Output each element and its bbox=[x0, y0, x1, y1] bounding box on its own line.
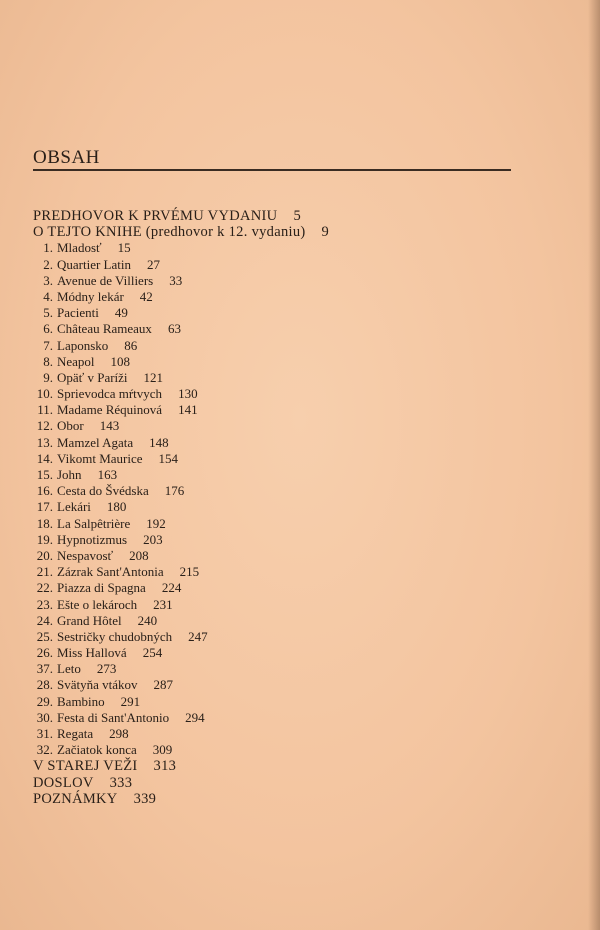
toc-number: 18. bbox=[36, 515, 53, 531]
toc-number: 9. bbox=[43, 369, 53, 385]
toc-page: 121 bbox=[143, 369, 164, 385]
toc-page: 273 bbox=[96, 661, 117, 677]
title-rule bbox=[33, 169, 511, 171]
toc-label: Laponsko bbox=[57, 337, 109, 353]
toc-label: Pacienti bbox=[57, 305, 99, 321]
toc-page: 309 bbox=[152, 742, 173, 758]
toc-page: 215 bbox=[179, 564, 200, 580]
toc-label: DOSLOV bbox=[33, 774, 94, 791]
toc-entry-chapter bbox=[33, 629, 553, 645]
toc-label: Bambino bbox=[57, 693, 105, 709]
toc-number: 7. bbox=[43, 337, 53, 353]
toc-number: 15. bbox=[36, 467, 53, 482]
toc-label: Quartier Latin bbox=[57, 256, 131, 272]
toc-page: 42 bbox=[139, 288, 153, 304]
toc-label: Miss Hallová bbox=[57, 645, 127, 661]
toc-number: 31. bbox=[36, 726, 53, 741]
toc-number: 20. bbox=[36, 547, 53, 563]
toc-number: 5. bbox=[43, 305, 53, 321]
toc-number: 17. bbox=[36, 499, 53, 515]
toc-label: Leto bbox=[57, 661, 81, 677]
toc-label: Začiatok konca bbox=[57, 742, 137, 758]
toc-label: Svätyňa vtákov bbox=[57, 677, 138, 693]
toc-entry-chapter bbox=[33, 240, 553, 256]
toc-label: Módny lekár bbox=[57, 288, 124, 304]
toc-label: Mladosť bbox=[57, 240, 102, 256]
toc-entry-front-1 bbox=[33, 208, 553, 224]
toc-label: Opäť v Paríži bbox=[57, 369, 128, 385]
toc-page: 86 bbox=[124, 337, 138, 353]
toc-label: POZNÁMKY bbox=[33, 790, 118, 807]
toc-number: 26. bbox=[36, 645, 53, 661]
toc-entry-chapter bbox=[33, 613, 553, 629]
toc-entry-chapter bbox=[33, 532, 553, 548]
toc-page: 27 bbox=[147, 256, 160, 272]
toc-label: Château Rameaux bbox=[57, 321, 152, 337]
toc-number: 19. bbox=[36, 531, 53, 547]
toc-number: 4. bbox=[43, 288, 53, 304]
toc-page: 176 bbox=[164, 483, 185, 499]
toc-entry-chapter bbox=[33, 402, 553, 418]
toc-page: 313 bbox=[153, 758, 177, 775]
toc-page: 192 bbox=[146, 515, 166, 531]
toc-entry-back-1 bbox=[33, 758, 553, 774]
toc-number: 13. bbox=[36, 434, 53, 450]
toc-page: 141 bbox=[178, 402, 198, 418]
toc-number: 3. bbox=[43, 272, 53, 288]
toc-page: 291 bbox=[120, 693, 141, 709]
toc-page: 108 bbox=[110, 353, 131, 369]
toc-label: Neapol bbox=[57, 353, 95, 369]
page-edge-shadow bbox=[588, 0, 600, 930]
toc-entry-chapter bbox=[33, 564, 553, 580]
toc-label: Nespavosť bbox=[57, 547, 114, 563]
page-title: OBSAH bbox=[33, 147, 100, 168]
toc-entry-back-2 bbox=[33, 775, 553, 791]
toc-label: Avenue de Villiers bbox=[57, 272, 154, 288]
toc-entry-chapter bbox=[33, 548, 553, 564]
toc-entry-chapter bbox=[33, 354, 553, 370]
toc-number: 23. bbox=[36, 596, 53, 612]
toc-label: Hypnotizmus bbox=[57, 531, 128, 547]
toc-page: 5 bbox=[293, 208, 301, 224]
toc-entry-chapter bbox=[33, 726, 553, 742]
toc-page: 247 bbox=[188, 628, 208, 644]
toc-number: 32. bbox=[36, 742, 53, 758]
toc-label: Lekári bbox=[57, 499, 91, 515]
toc-number: 16. bbox=[36, 483, 53, 499]
toc-entry-chapter bbox=[33, 516, 553, 532]
toc-entry-chapter bbox=[33, 435, 553, 451]
toc-entry-chapter bbox=[33, 289, 553, 305]
toc-page: 33 bbox=[169, 272, 183, 288]
toc-page: 240 bbox=[137, 612, 158, 628]
toc-label: Sestričky chudobných bbox=[57, 628, 173, 644]
toc-label: Festa di Sant'Antonio bbox=[57, 709, 170, 725]
toc-entry-chapter bbox=[33, 645, 553, 661]
toc-entry-chapter bbox=[33, 483, 553, 499]
toc-label: Cesta do Švédska bbox=[57, 483, 149, 499]
toc-entry-back-3 bbox=[33, 791, 553, 807]
toc-number: 25. bbox=[36, 628, 53, 644]
toc-entry-chapter bbox=[33, 677, 553, 693]
toc-entry-chapter bbox=[33, 273, 553, 289]
toc-page: 180 bbox=[106, 499, 127, 515]
toc-entry-chapter bbox=[33, 321, 553, 337]
toc-number: 22. bbox=[36, 580, 53, 596]
toc-number: 8. bbox=[43, 353, 53, 369]
toc-entry-chapter bbox=[33, 370, 553, 386]
toc-entry-chapter bbox=[33, 467, 553, 483]
toc-page: 339 bbox=[133, 790, 157, 807]
toc-number: 29. bbox=[36, 693, 53, 709]
toc-page: 298 bbox=[109, 726, 129, 741]
toc-label: Madame Réquinová bbox=[57, 402, 163, 418]
toc-entry-chapter bbox=[33, 451, 553, 467]
toc-label: Obor bbox=[57, 418, 84, 434]
toc-page: 148 bbox=[149, 434, 169, 450]
toc-page: 130 bbox=[178, 386, 198, 402]
toc-number: 12. bbox=[36, 418, 53, 434]
toc-entry-chapter bbox=[33, 742, 553, 758]
toc-number: 1. bbox=[43, 240, 53, 256]
toc-number: 28. bbox=[36, 677, 53, 693]
toc-page: 224 bbox=[161, 580, 182, 596]
toc-page: 231 bbox=[153, 596, 173, 612]
toc-number: 11. bbox=[37, 402, 53, 418]
toc-page: 254 bbox=[142, 645, 163, 661]
toc-label: O TEJTO KNIHE (predhovor k 12. vydaniu) bbox=[33, 224, 306, 241]
toc-entry-chapter bbox=[33, 257, 553, 273]
toc-number: 10. bbox=[36, 386, 53, 402]
toc-page: 154 bbox=[158, 450, 179, 466]
toc-label: V STAREJ VEŽI bbox=[33, 758, 138, 775]
toc-label: PREDHOVOR K PRVÉMU VYDANIU bbox=[33, 208, 278, 224]
toc-label: Piazza di Spagna bbox=[57, 580, 146, 596]
toc-page: 294 bbox=[185, 709, 205, 725]
toc-number: 24. bbox=[36, 612, 53, 628]
toc-label: Mamzel Agata bbox=[57, 434, 134, 450]
toc-page: 203 bbox=[143, 531, 163, 547]
toc-label: Regata bbox=[57, 726, 94, 741]
toc-label: Grand Hôtel bbox=[57, 612, 122, 628]
toc-entry-chapter bbox=[33, 694, 553, 710]
toc-label: Zázrak Sant'Antonia bbox=[57, 564, 164, 580]
toc-page: 9 bbox=[321, 224, 330, 241]
toc-label: John bbox=[57, 467, 82, 482]
toc-page: 143 bbox=[99, 418, 120, 434]
toc-number: 30. bbox=[36, 709, 53, 725]
toc-number: 37. bbox=[36, 661, 53, 677]
toc-page: 15 bbox=[117, 240, 131, 256]
toc-label: Sprievodca mŕtvych bbox=[57, 386, 163, 402]
toc-page: 49 bbox=[114, 305, 128, 321]
toc-page: 287 bbox=[153, 677, 174, 693]
toc-number: 14. bbox=[36, 450, 53, 466]
toc-label: Vikomt Maurice bbox=[57, 450, 143, 466]
toc-page: 163 bbox=[97, 467, 118, 482]
toc-label: Ešte o lekároch bbox=[57, 596, 138, 612]
toc-page: 333 bbox=[109, 774, 133, 791]
toc-entry-chapter bbox=[33, 597, 553, 613]
toc-entry-chapter bbox=[33, 305, 553, 321]
toc-entry-chapter bbox=[33, 418, 553, 434]
toc-entry-chapter bbox=[33, 386, 553, 402]
toc-page: 208 bbox=[129, 547, 149, 563]
toc-entry-front-2 bbox=[33, 224, 553, 240]
toc-number: 6. bbox=[43, 321, 53, 337]
toc-label: La Salpêtrière bbox=[57, 515, 131, 531]
toc-entry-chapter bbox=[33, 710, 553, 726]
table-of-contents bbox=[33, 208, 553, 807]
toc-number: 2. bbox=[43, 256, 53, 272]
toc-entry-chapter bbox=[33, 661, 553, 677]
toc-page: 63 bbox=[167, 321, 181, 337]
toc-entry-chapter bbox=[33, 580, 553, 596]
toc-number: 21. bbox=[36, 564, 53, 580]
toc-entry-chapter bbox=[33, 499, 553, 515]
toc-entry-chapter bbox=[33, 338, 553, 354]
